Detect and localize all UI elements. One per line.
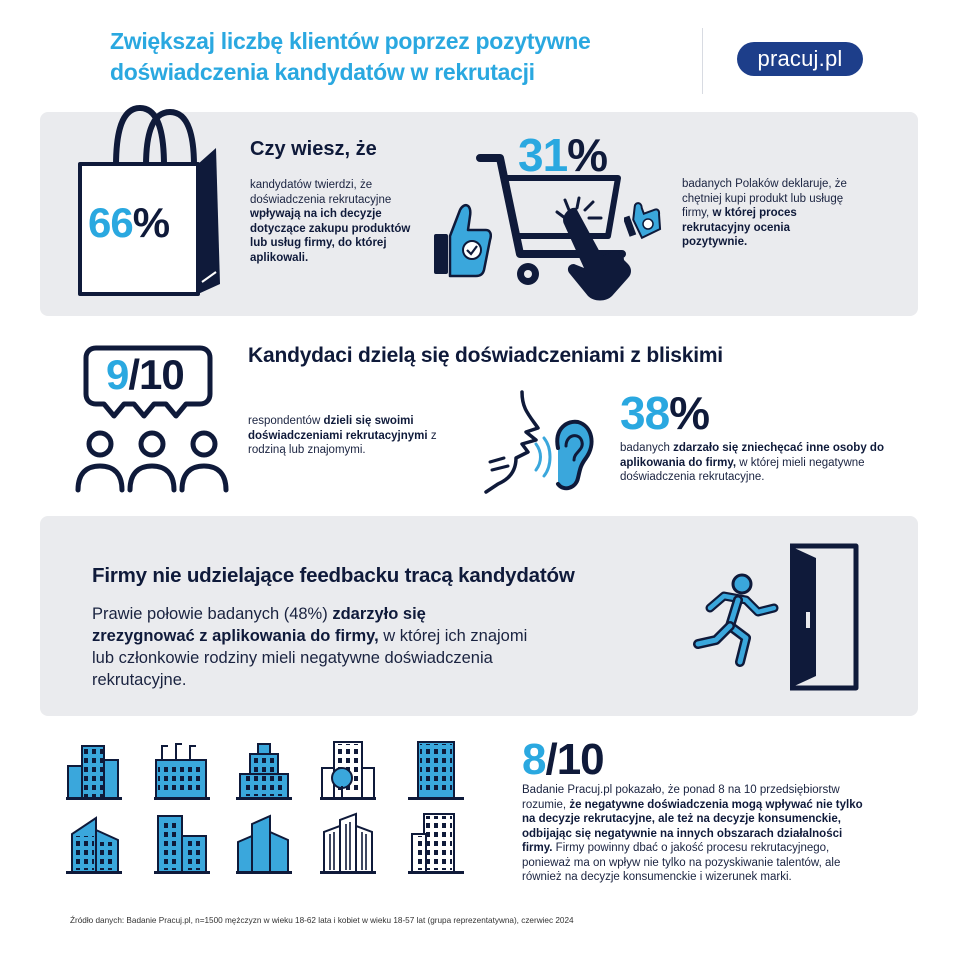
- did-you-know-heading: Czy wiesz, że: [250, 138, 377, 160]
- stat-31-text: badanych Polaków deklaruje, że chętniej kupi produkt lub usługę firmy, w której proces rekrutacyjny ocenia pozytywnie.: [682, 178, 847, 248]
- pracuj-logo[interactable]: pracuj.pl: [737, 42, 863, 76]
- header-divider: [702, 28, 703, 94]
- source-footnote: Źródło danych: Badanie Pracuj.pl, n=1500 mężczyzn w wieku 18-62 lata i kobiet w wieku 18-57 lat (grupa reprezentatywna), czerwiec 2024: [70, 916, 574, 925]
- running-person-icon: [688, 572, 788, 668]
- stat-31-value: 31%: [518, 129, 608, 181]
- stat-66-text: kandydatów twierdzi, że doświadczenia rekrutacyjne wpływają na ich decyzje dotyczące zakupu produktów lub usług firmy, do której aplikowali.: [250, 179, 411, 264]
- office-building-icon: [66, 818, 122, 874]
- buildings-grid: [66, 738, 466, 878]
- stat-38-value: 38%: [620, 387, 710, 439]
- thumbs-up-icon: [432, 200, 492, 280]
- people-group-icon: [72, 428, 232, 498]
- feedback-text: Prawie połowie badanych (48%) zdarzyło się zrezygnować z aplikowania do firmy, w której ich znajomi lub członkowie rodziny mieli negatywne doświadczenia rekrutacyjne.: [92, 605, 528, 689]
- stat-66-value: 66%: [88, 199, 170, 246]
- office-building-icon: [320, 742, 376, 800]
- office-building-icon: [154, 816, 210, 874]
- share-heading: Kandydaci dzielą się doświadczeniami z bliskimi: [248, 344, 723, 367]
- office-building-icon: [320, 814, 376, 874]
- office-building-icon: [66, 746, 122, 800]
- office-building-icon: [236, 816, 292, 874]
- open-door-icon: [786, 542, 862, 692]
- small-thumbs-up-icon: [624, 200, 664, 240]
- title-line-2: doświadczenia kandydatów w rekrutacji: [110, 59, 535, 85]
- office-building-icon: [408, 742, 464, 800]
- office-building-icon: [408, 814, 464, 874]
- stat-8-10-value: 8/10: [522, 735, 604, 784]
- office-building-icon: [236, 744, 292, 800]
- title-line-1: Zwiększaj liczbę klientów poprzez pozytywne: [110, 28, 591, 54]
- page-title: [110, 26, 670, 88]
- feedback-heading: Firmy nie udzielające feedbacku tracą kandydatów: [92, 564, 575, 587]
- stat-9-10-text: respondentów dzieli się swoimi doświadczeniami rekrutacyjnymi z rodziną lub znajomymi.: [248, 415, 437, 456]
- stat-8-10-text: Badanie Pracuj.pl pokazało, że ponad 8 na 10 przedsiębiorstw rozumie, że negatywne doświadczenia mogą wpływać nie tylko na decyzje rekrutacyjne, ale też na decyzje konsumenckie, odbijając się negatywnie na innych obszarach działalności firmy. Firmy powinny dbać o jakość procesu rekrutacyjnego, ponieważ ma on wpływ nie tylko na pozyskiwanie talentów, ale również na decyzje konsumenckie i wizerunek marki.: [522, 784, 863, 883]
- stat-9-10-value: 9/10: [106, 351, 184, 398]
- stat-38-text: badanych zdarzało się zniechęcać inne osoby do aplikowania do firmy, w której mieli negatywne doświadczenia rekrutacyjne.: [620, 442, 884, 483]
- click-burst-icon: [545, 196, 605, 236]
- office-building-icon: [154, 744, 210, 800]
- ear-icon: [548, 418, 596, 494]
